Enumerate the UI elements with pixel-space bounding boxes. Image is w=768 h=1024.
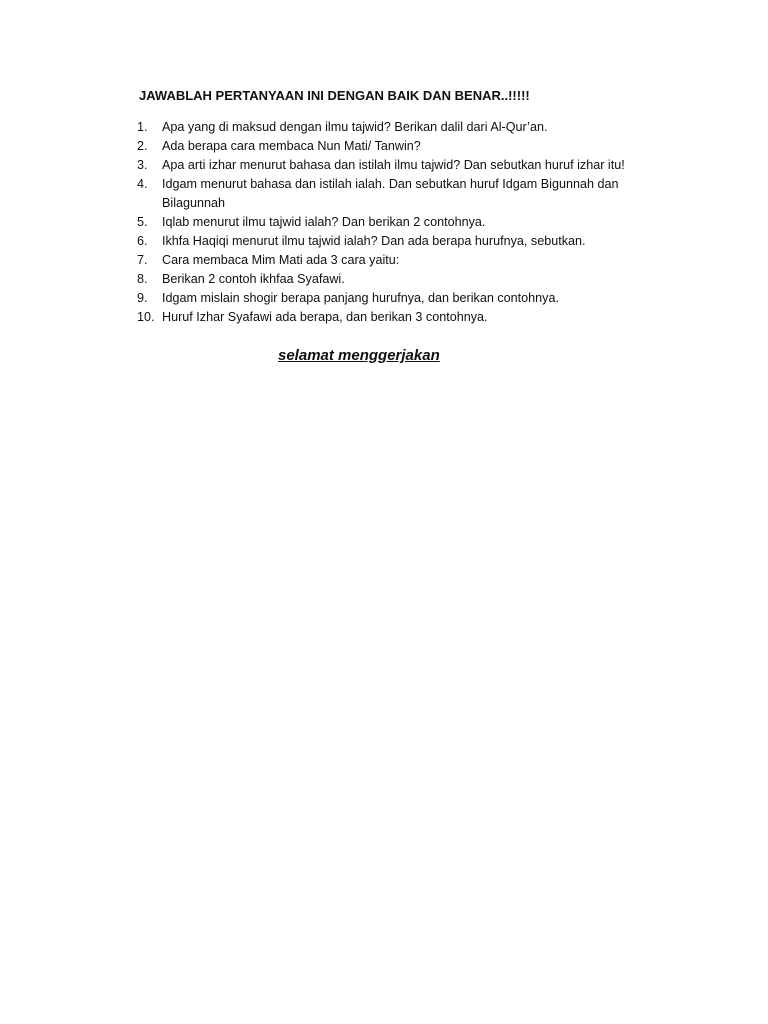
question-item [137, 213, 677, 232]
question-text: Ikhfa Haqiqi menurut ilmu tajwid ialah? Dan ada berapa hurufnya, sebutkan. [162, 234, 586, 248]
question-text: Berikan 2 contoh ikhfaa Syafawi. [162, 272, 345, 286]
question-text: Apa arti izhar menurut bahasa dan istilah ilmu tajwid? Dan sebutkan huruf izhar itu! [162, 158, 625, 172]
page-title: JAWABLAH PERTANYAAN INI DENGAN BAIK DAN BENAR..!!!!! [139, 88, 530, 103]
question-text: Ada berapa cara membaca Nun Mati/ Tanwin? [162, 139, 421, 153]
question-item [137, 175, 677, 213]
question-number: 9. [137, 291, 148, 305]
question-number: 5. [137, 215, 148, 229]
question-text: Iqlab menurut ilmu tajwid ialah? Dan berikan 2 contohnya. [162, 215, 486, 229]
question-item [137, 232, 677, 251]
question-text: Huruf Izhar Syafawi ada berapa, dan berikan 3 contohnya. [162, 310, 488, 324]
closing-message: selamat menggerjakan [278, 347, 440, 364]
question-number: 2. [137, 139, 148, 153]
question-number: 4. [137, 177, 148, 191]
question-item [137, 156, 677, 175]
question-text: Cara membaca Mim Mati ada 3 cara yaitu: [162, 253, 400, 267]
question-number: 6. [137, 234, 148, 248]
question-item [137, 118, 677, 137]
question-item [137, 137, 677, 156]
question-text: Apa yang di maksud dengan ilmu tajwid? Berikan dalil dari Al-Qur’an. [162, 120, 548, 134]
question-number: 8. [137, 272, 148, 286]
question-list [137, 118, 677, 327]
question-number: 7. [137, 253, 148, 267]
question-number: 10. [137, 310, 155, 324]
question-item [137, 270, 677, 289]
question-item [137, 289, 677, 308]
question-number: 1. [137, 120, 148, 134]
question-item [137, 308, 677, 327]
question-number: 3. [137, 158, 148, 172]
question-item [137, 251, 677, 270]
question-text: Idgam menurut bahasa dan istilah ialah. Dan sebutkan huruf Idgam Bigunnah dan Bilagunnah [162, 177, 619, 210]
question-text: Idgam mislain shogir berapa panjang hurufnya, dan berikan contohnya. [162, 291, 559, 305]
